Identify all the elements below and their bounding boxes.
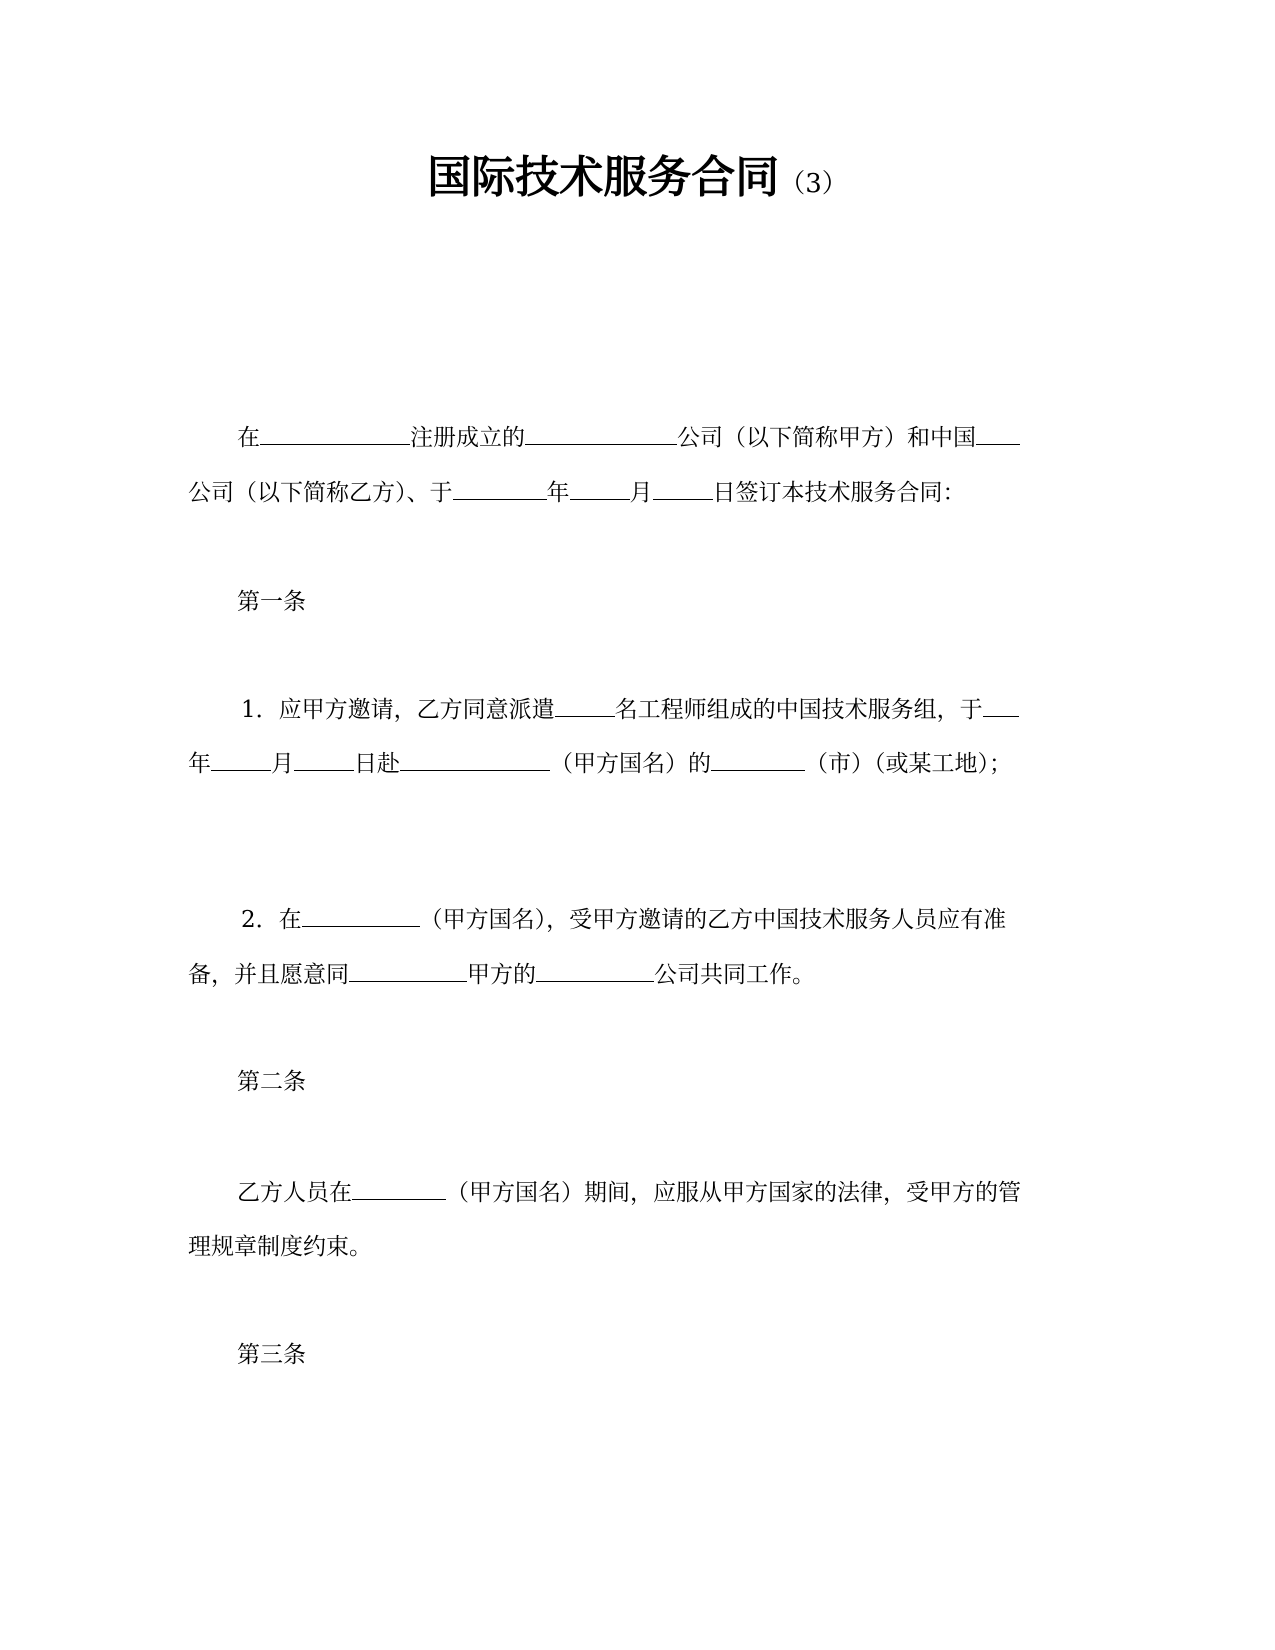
blank-month: [570, 475, 630, 500]
clause-text: 名工程师组成的中国技术服务组，于: [614, 697, 983, 723]
title-suffix: （3）: [779, 169, 848, 199]
clause-text: 月: [271, 751, 294, 777]
clause-text: 1．应甲方邀请，乙方同意派遣: [241, 697, 555, 723]
preamble-line-2: [188, 475, 1088, 510]
blank-year: [983, 692, 1019, 717]
preamble-text: 日签订本技术服务合同：: [712, 480, 966, 506]
preamble-text: 公司（以下简称乙方）、于: [188, 480, 453, 506]
article-2-body-line-2: 理规章制度约束。: [188, 1234, 372, 1260]
article-1-item-1-line-2: [188, 746, 1088, 781]
clause-text: 备，并且愿意同: [188, 962, 349, 988]
clause-text: 2．在: [241, 907, 302, 933]
article-1-item-2-line-1: [241, 902, 1141, 937]
blank-engineer-count: [555, 692, 615, 717]
blank-city: [711, 746, 805, 771]
article-2-body-line-1: [237, 1175, 1137, 1210]
blank-party-b-name: [976, 420, 1020, 445]
clause-text: （甲方国名），受甲方邀请的乙方中国技术服务人员应有准: [419, 907, 1007, 933]
article-3-heading: 第三条: [237, 1342, 306, 1368]
preamble-text: 公司（以下简称甲方）和中国: [677, 425, 976, 451]
blank-destination: [400, 746, 550, 771]
article-2-heading: 第二条: [237, 1069, 306, 1095]
clause-text: 甲方的: [467, 962, 536, 988]
clause-text: 公司共同工作。: [654, 962, 815, 988]
clause-text: （甲方国名）期间，应服从甲方国家的法律，受甲方的管: [446, 1180, 1021, 1206]
preamble-line-1: [237, 420, 1137, 455]
clause-text: 年: [188, 751, 211, 777]
blank-day: [653, 475, 713, 500]
blank-day: [294, 746, 354, 771]
blank-party-a-name: [525, 420, 677, 445]
blank-year: [453, 475, 547, 500]
blank-partner: [349, 957, 467, 982]
clause-text: 日赴: [354, 751, 400, 777]
clause-text: 乙方人员在: [237, 1180, 352, 1206]
blank-company: [536, 957, 654, 982]
article-1-item-1-line-1: [241, 692, 1141, 727]
article-1-heading: 第一条: [237, 589, 306, 615]
preamble-text: 注册成立的: [410, 425, 525, 451]
blank-place: [302, 902, 420, 927]
clause-text: （市）（或某工地）；: [805, 751, 1012, 777]
document-title: [0, 148, 1275, 217]
preamble-text: 年: [546, 480, 570, 506]
blank-registration-place: [260, 420, 410, 445]
clause-text: （甲方国名）的: [550, 751, 711, 777]
preamble-text: 月: [629, 480, 653, 506]
article-1-item-2-line-2: [188, 957, 1088, 992]
title-main: 国际技术服务合同: [427, 152, 780, 203]
blank-country: [352, 1175, 446, 1200]
blank-month: [211, 746, 271, 771]
preamble-text: 在: [237, 425, 260, 451]
